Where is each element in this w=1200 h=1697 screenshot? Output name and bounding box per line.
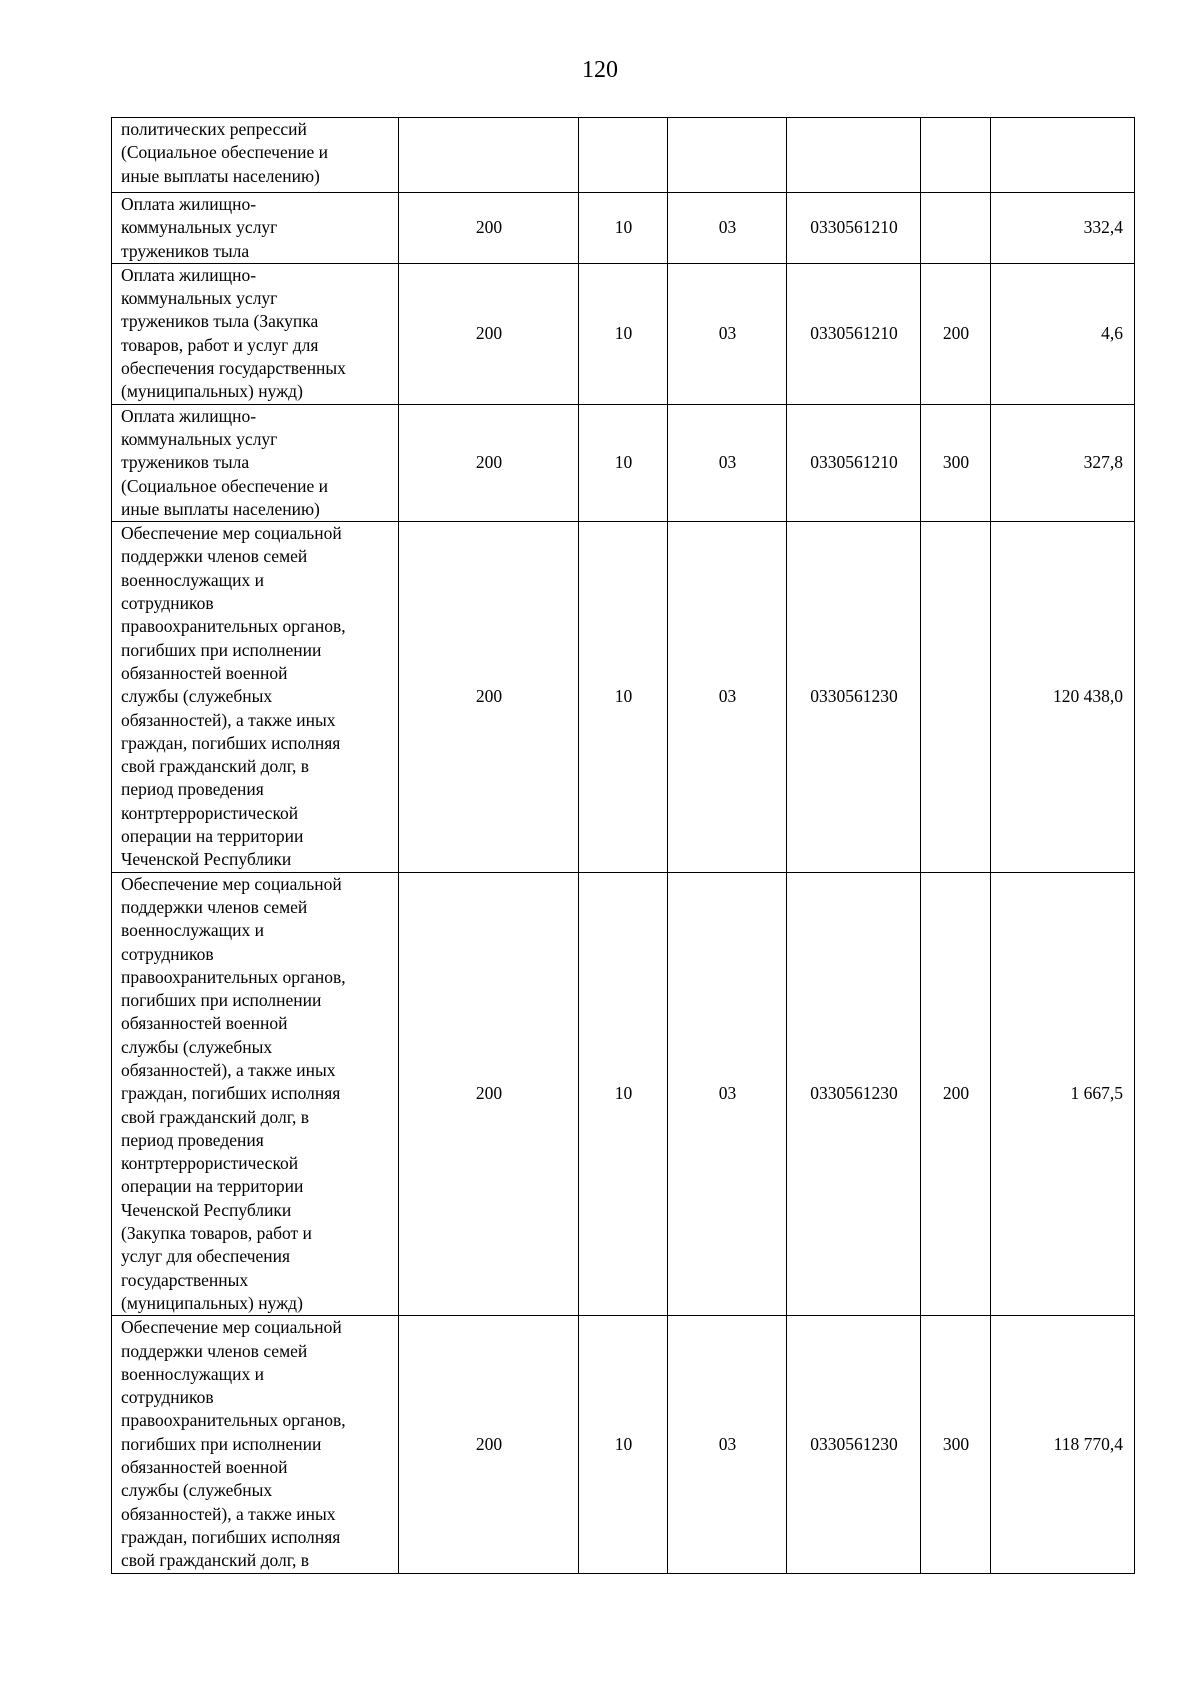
target-article-cell: 0330561230 [787, 1316, 921, 1573]
table-row [112, 1316, 1135, 1573]
subsection-code-cell: 03 [668, 872, 787, 1316]
amount-cell: 120 438,0 [991, 522, 1135, 872]
expense-name-cell: Оплата жилищно- коммунальных услуг тружеников тыла (Социальное обеспечение и иные выплаты населению) [112, 404, 399, 521]
amount-cell [991, 118, 1135, 193]
section-code-cell: 10 [579, 872, 668, 1316]
table-row [112, 872, 1135, 1316]
table-row [112, 193, 1135, 264]
expense-name-cell: Оплата жилищно- коммунальных услуг тружеников тыла (Закупка товаров, работ и услуг для обеспечения государственных (муниципальных) нужд) [112, 263, 399, 404]
target-article-cell: 0330561230 [787, 872, 921, 1316]
expense-type-cell: 200 [921, 263, 991, 404]
subsection-code-cell: 03 [668, 404, 787, 521]
section-code-cell: 10 [579, 263, 668, 404]
amount-cell: 332,4 [991, 193, 1135, 264]
target-article-cell: 0330561210 [787, 404, 921, 521]
table-row [112, 263, 1135, 404]
subsection-code-cell: 03 [668, 193, 787, 264]
budget-table [111, 117, 1135, 1574]
subsection-code-cell: 03 [668, 1316, 787, 1573]
target-article-cell: 0330561210 [787, 263, 921, 404]
page-number: 120 [582, 57, 618, 83]
expense-name-cell: политических репрессий (Социальное обеспечение и иные выплаты населению) [112, 118, 399, 193]
amount-cell: 327,8 [991, 404, 1135, 521]
ministry-code-cell: 200 [399, 872, 579, 1316]
expense-type-cell: 200 [921, 872, 991, 1316]
ministry-code-cell [399, 118, 579, 193]
table-row [112, 118, 1135, 193]
table-row [112, 404, 1135, 521]
subsection-code-cell [668, 118, 787, 193]
ministry-code-cell: 200 [399, 522, 579, 872]
expense-type-cell: 300 [921, 404, 991, 521]
expense-type-cell [921, 522, 991, 872]
section-code-cell [579, 118, 668, 193]
ministry-code-cell: 200 [399, 404, 579, 521]
expense-type-cell: 300 [921, 1316, 991, 1573]
ministry-code-cell: 200 [399, 1316, 579, 1573]
amount-cell: 118 770,4 [991, 1316, 1135, 1573]
expense-name-cell: Обеспечение мер социальной поддержки членов семей военнослужащих и сотрудников правоохранительных органов, погибших при исполнении обязанностей военной службы (служебных обязанностей), а также иных граждан, погибших исполняя свой гражданский долг, в период проведения контртеррористической операции на территории Чеченской Республики [112, 522, 399, 872]
expense-name-cell: Оплата жилищно- коммунальных услуг тружеников тыла [112, 193, 399, 264]
amount-cell: 1 667,5 [991, 872, 1135, 1316]
target-article-cell [787, 118, 921, 193]
expense-type-cell [921, 193, 991, 264]
section-code-cell: 10 [579, 1316, 668, 1573]
target-article-cell: 0330561230 [787, 522, 921, 872]
ministry-code-cell: 200 [399, 263, 579, 404]
section-code-cell: 10 [579, 404, 668, 521]
subsection-code-cell: 03 [668, 522, 787, 872]
subsection-code-cell: 03 [668, 263, 787, 404]
expense-name-cell: Обеспечение мер социальной поддержки членов семей военнослужащих и сотрудников правоохранительных органов, погибших при исполнении обязанностей военной службы (служебных обязанностей), а также иных граждан, погибших исполняя свой гражданский долг, в [112, 1316, 399, 1573]
ministry-code-cell: 200 [399, 193, 579, 264]
target-article-cell: 0330561210 [787, 193, 921, 264]
expense-type-cell [921, 118, 991, 193]
section-code-cell: 10 [579, 522, 668, 872]
amount-cell: 4,6 [991, 263, 1135, 404]
expense-name-cell: Обеспечение мер социальной поддержки членов семей военнослужащих и сотрудников правоохранительных органов, погибших при исполнении обязанностей военной службы (служебных обязанностей), а также иных граждан, погибших исполняя свой гражданский долг, в период проведения контртеррористической операции на территории Чеченской Республики (Закупка товаров, работ и услуг для обеспечения государственных (муниципальных) нужд) [112, 872, 399, 1316]
table-row [112, 522, 1135, 872]
section-code-cell: 10 [579, 193, 668, 264]
